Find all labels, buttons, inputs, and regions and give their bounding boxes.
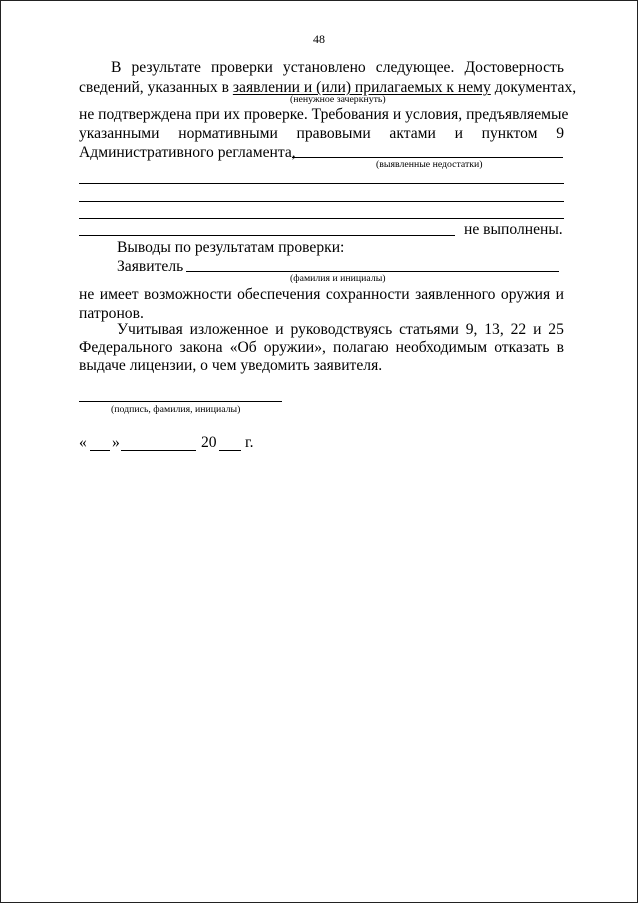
signature-note: (подпись, фамилия, инициалы) [111, 404, 241, 415]
applicant-name-line [186, 271, 559, 272]
page-number: 48 [313, 32, 325, 46]
blank-line-4 [79, 235, 455, 236]
date-day-line [90, 450, 110, 451]
para1-line1: В результате проверки установлено следующее. Достоверность [111, 59, 564, 76]
blank-line-2 [79, 201, 564, 202]
conclusions-line1: не имеет возможности обеспечения сохранности заявленного оружия и [79, 286, 564, 303]
date-year-line [219, 450, 241, 451]
date-year-suffix: г. [245, 434, 254, 451]
blank-line-1 [79, 183, 564, 184]
date-month-line [121, 450, 196, 451]
note-deficiencies: (выявленные недостатки) [376, 159, 483, 170]
date-year-prefix: 20 [201, 434, 217, 451]
note-name: (фамилия и инициалы) [290, 273, 386, 284]
date-open-quote: « [79, 434, 87, 451]
para3-line2: Федерального закона «Об оружии», полагаю необходимым отказать в [79, 339, 564, 356]
para3-line3: выдаче лицензии, о чем уведомить заявителя. [79, 357, 383, 374]
para1-line4: указанными нормативными правовыми актами и пунктом 9 [79, 125, 564, 142]
note-cross-out: (ненужное зачеркнуть) [290, 94, 386, 105]
para3-line1: Учитывая изложенное и руководствуясь статьями 9, 13, 22 и 25 [117, 321, 564, 338]
para1-line3: не подтверждена при их проверке. Требования и условия, предъявляемые [79, 106, 569, 123]
blank-line-3 [79, 218, 564, 219]
conclusions-line2: патронов. [79, 305, 144, 322]
date-close-quote: » [112, 434, 120, 451]
para1-line5: Административного регламента, [79, 144, 296, 161]
para1-line2: сведений, указанных в заявлении и (или) прилагаемых к нему документах, [79, 79, 577, 96]
conclusions-heading: Выводы по результатам проверки: [117, 239, 345, 256]
signature-line [79, 401, 282, 402]
applicant-label: Заявитель [117, 258, 184, 275]
underlined-documents-phrase: заявлении и (или) прилагаемых к нему [232, 79, 491, 96]
deficiencies-blank-line [292, 157, 563, 158]
not-fulfilled-text: не выполнены. [464, 221, 563, 238]
